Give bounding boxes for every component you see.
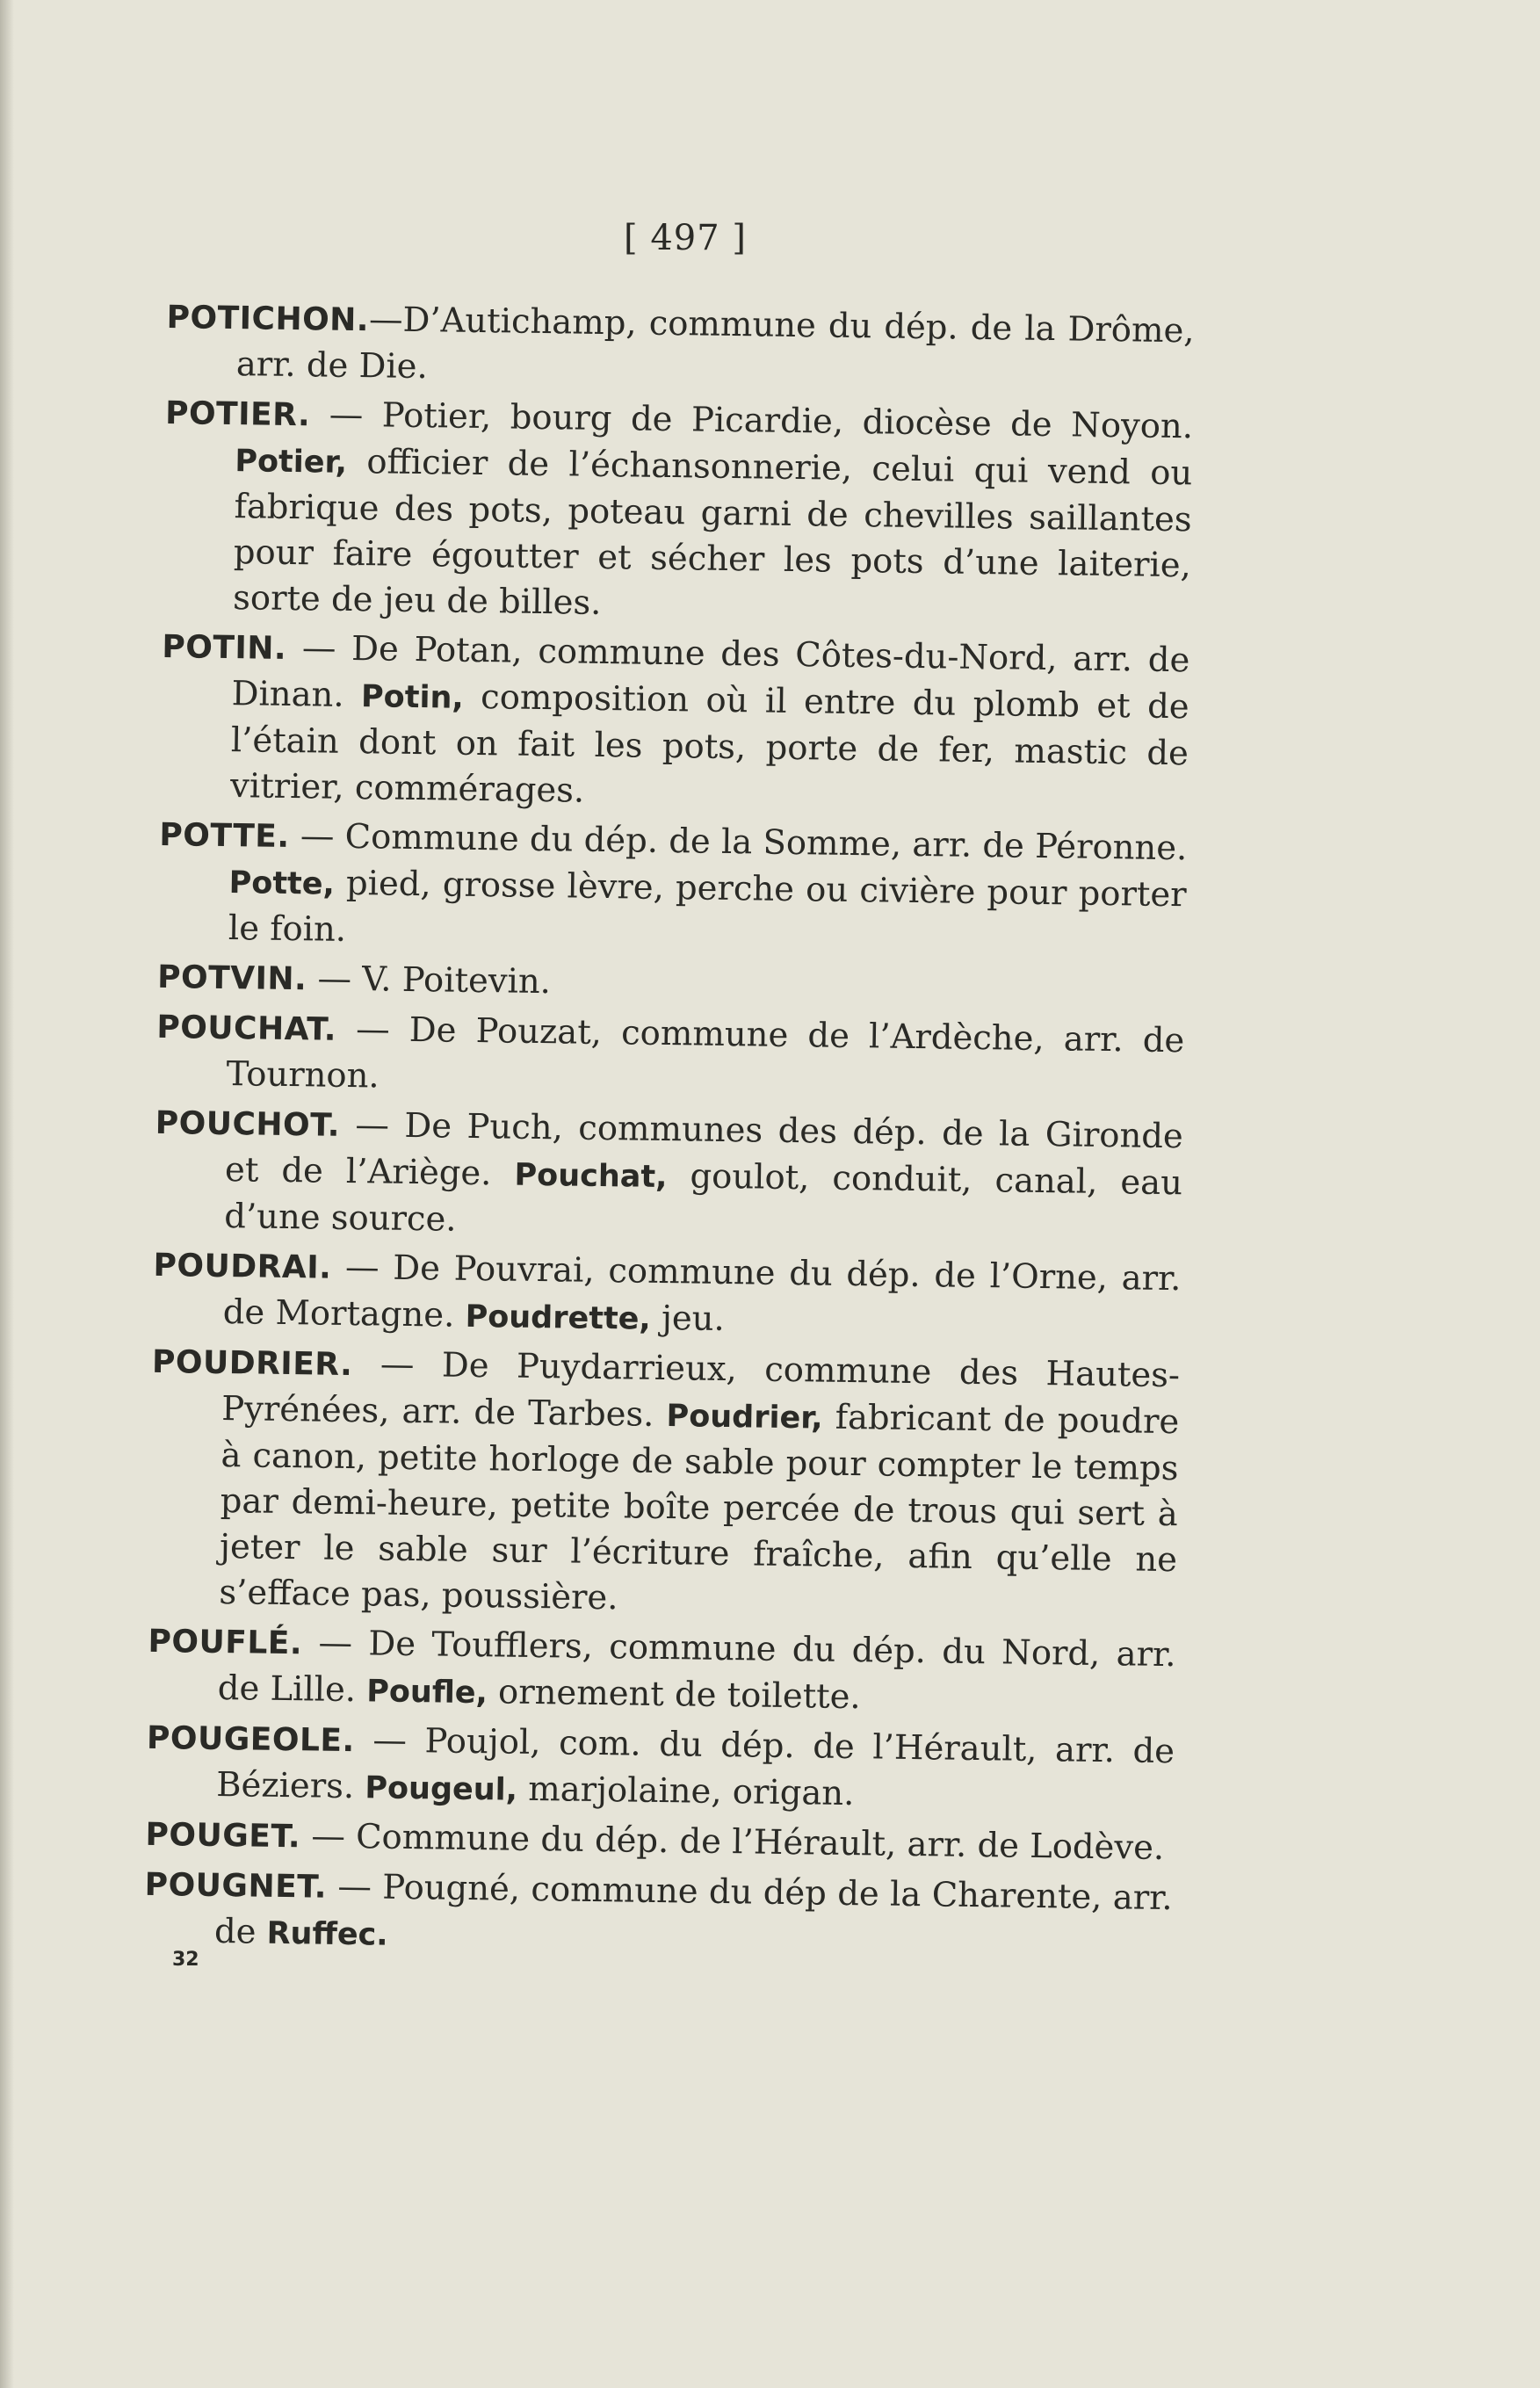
entry-text: — De Puch, communes des dép. de la Gironde et de l’Ariège. <box>224 1104 1184 1194</box>
entry <box>155 1004 1184 1111</box>
entry <box>148 1339 1180 1629</box>
defined-term: Ruffec. <box>266 1915 388 1953</box>
headword: POUGNET. <box>144 1866 328 1906</box>
headword: POUFLÉ. <box>148 1623 303 1662</box>
entry <box>152 1242 1181 1350</box>
headword: POTTE. <box>159 816 290 856</box>
entry <box>146 1715 1175 1822</box>
entry <box>147 1618 1175 1726</box>
entry <box>160 624 1190 822</box>
headword: POTVIN. <box>156 959 307 998</box>
entry-text: goulot, conduit, canal, eau d’une source. <box>224 1156 1183 1240</box>
defined-term: Pougeul, <box>365 1770 518 1808</box>
headword: POTIN. <box>162 628 287 667</box>
entry-list <box>144 294 1195 1972</box>
entry-text: pied, grosse lèvre, perche ou civière pour porter le foin. <box>228 863 1187 950</box>
headword: POUGEOLE. <box>146 1719 355 1760</box>
headword: POUCHOT. <box>155 1104 341 1144</box>
defined-term: Pouchat, <box>514 1157 668 1196</box>
entry-text: jeu. <box>650 1298 726 1339</box>
headword: POUGET. <box>145 1816 301 1856</box>
headword: POTIER. <box>164 394 311 434</box>
headword: POUDRIER. <box>151 1343 353 1384</box>
entry-text: — De Toufflers, commune du dép. du Nord, arr. de Lille. <box>217 1623 1176 1711</box>
entry-text: — V. Poitevin. <box>306 959 552 1002</box>
entry-text: — Poujol, com. du dép. de l’Hérault, arr. de Béziers. <box>216 1720 1175 1807</box>
entry-text: marjolaine, origan. <box>517 1769 855 1814</box>
entry-text: — Potier, bourg de Picardie, diocèse de Noyon. <box>309 394 1194 447</box>
entry-text: — De Pouzat, commune de l’Ardèche, arr. de Tournon. <box>226 1009 1185 1096</box>
entry <box>154 1100 1183 1253</box>
entry <box>144 1862 1173 1969</box>
entry-text: — De Puydarrieux, commune des Hautes-Pyrénées, arr. de Tarbes. <box>221 1344 1181 1436</box>
entry-text: — De Potan, commune des Côtes-du-Nord, arr. de Dinan. <box>231 627 1190 716</box>
entry-text: — Pougné, commune du dép de la Charente, arr. de <box>213 1866 1173 1952</box>
defined-term: Poufle, <box>365 1674 488 1711</box>
entry-text: — Commune du dép. de la Somme, arr. de Péronne. <box>289 816 1188 869</box>
entry <box>166 294 1195 401</box>
defined-term: Poudrier, <box>666 1399 823 1436</box>
entry-text: —D’Autichamp, commune du dép. de la Drôme, arr. de Die. <box>235 300 1195 387</box>
signature-mark: 32 <box>172 1949 199 1971</box>
headword: POUDRAI. <box>153 1247 332 1286</box>
entry-text: — De Pouvrai, commune du dép. de l’Orne, arr. de Mortagne. <box>222 1247 1182 1335</box>
entry-text: officier de l’échansonnerie, celui qui vend ou fabrique des pots, poteau garni de chevilles saillantes pour faire égoutter et sécher les pots d’une laiterie, sorte de jeu de billes. <box>232 441 1193 623</box>
entry-text: fabricant de poudre à canon, petite horloge de sable pour compter le temps par demi-heure, petite boîte percée de trous qui sert à jeter le sable sur l’écriture fraîche, afin qu’elle ne s’efface pas, poussière. <box>219 1397 1180 1618</box>
defined-term: Potier, <box>235 444 348 481</box>
entry <box>158 812 1188 965</box>
headword: POTICHON. <box>166 299 370 339</box>
entry <box>163 390 1194 634</box>
entry-text: ornement de toilette. <box>487 1672 862 1718</box>
entry-text: — Commune du dép. de l’Hérault, arr. de Lodève. <box>300 1816 1165 1869</box>
defined-term: Potte, <box>228 865 336 902</box>
defined-term: Potin, <box>360 679 464 716</box>
defined-term: Poudrette, <box>465 1299 652 1337</box>
page-number: [ 497 ] <box>624 218 747 258</box>
entry-text: composition où il entre du plomb et de l’étain dont on fait les pots, porte de fer, mastic de vitrier, commérages. <box>229 677 1189 811</box>
headword: POUCHAT. <box>156 1009 337 1048</box>
